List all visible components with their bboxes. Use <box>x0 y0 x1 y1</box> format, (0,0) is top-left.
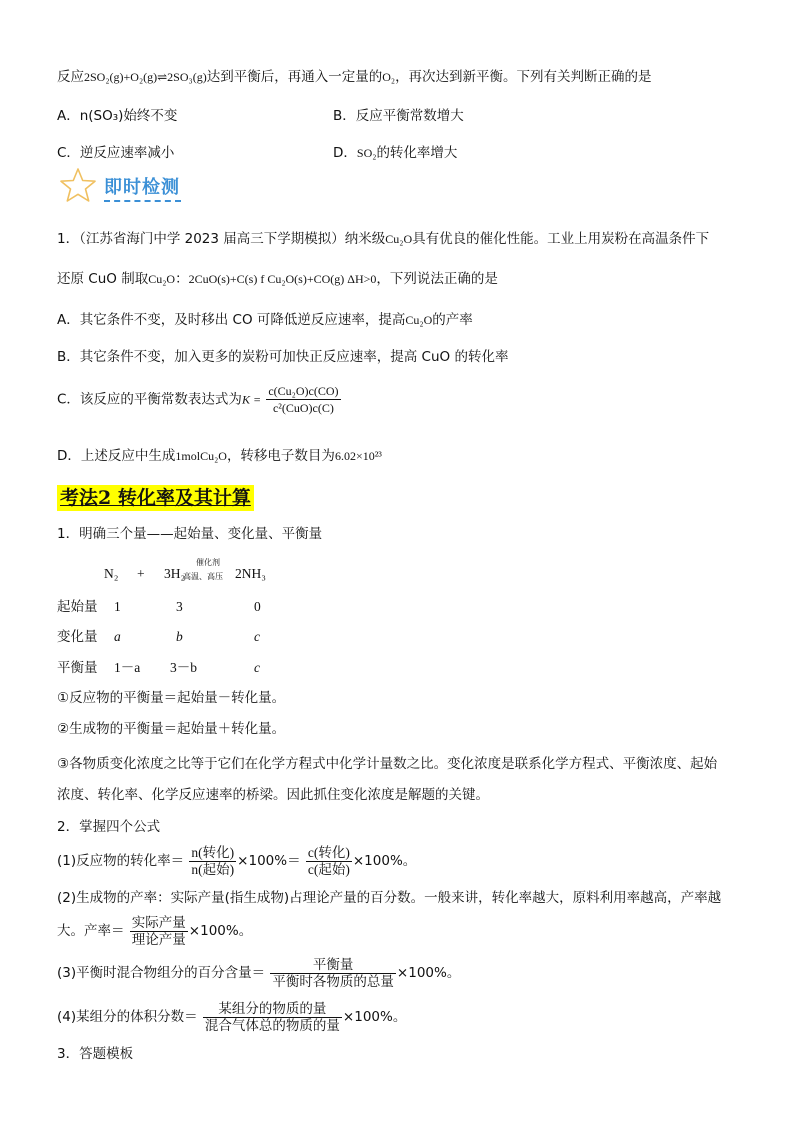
row-initial-a: 1 <box>114 599 121 614</box>
q1-cu2o: Cu₂O <box>385 232 413 246</box>
q1-option-d-cu2o: Cu₂O <box>200 449 227 463</box>
note-1: ①反应物的平衡量＝起始量－转化量。 <box>57 690 286 706</box>
badge-title: 即时检测 <box>104 177 180 198</box>
q1-line1 <box>57 229 709 249</box>
formula-1-mid: ×100%＝ <box>237 853 301 869</box>
q1-line1-post: 具有优良的催化性能。工业上用炭粉在高温条件下 <box>412 231 710 247</box>
q0-option-d-formula: SO₂ <box>356 146 377 160</box>
q1-k-denominator: c²(CuO)c(C) <box>272 401 334 415</box>
q1-equation: 2CuO(s)+C(s) f Cu₂O(s)+CO(g) ΔH>0 <box>188 272 377 286</box>
row-initial-b: 3 <box>176 599 183 614</box>
q1-k-numerator: c(Cu₂O)c(CO) <box>268 384 339 398</box>
q0-pre: 反应 <box>57 69 84 85</box>
formula-4 <box>57 1000 406 1034</box>
reaction-h2: 3H₂ <box>164 566 186 581</box>
row-change-b: b <box>176 629 183 644</box>
formula-1 <box>57 844 416 878</box>
p3-heading: 3．答题模板 <box>57 1046 134 1062</box>
q1-line2-mid: ： <box>175 271 189 287</box>
formula-1-frac-c <box>306 845 352 878</box>
reaction-condition: 高温、高压 <box>183 572 223 581</box>
formula-1-frac-n <box>189 845 236 878</box>
formula-1-num-c: c(转化) <box>307 844 350 860</box>
formula-4-pre: (4)某组分的体积分数＝ <box>57 1009 198 1025</box>
formula-4-post: ×100%。 <box>342 1009 407 1025</box>
formula-2b-frac <box>130 915 188 948</box>
q1-option-b: B．其它条件不变，加入更多的炭粉可加快正反应速率，提高 CuO 的转化率 <box>57 349 509 365</box>
formula-3-num: 平衡量 <box>270 957 396 974</box>
section-title: 考法2 转化率及其计算 <box>57 485 254 511</box>
reaction-n2: N₂ <box>104 566 119 581</box>
q1-option-d-number: 6.02×10²³ <box>334 449 382 463</box>
row-equilibrium-a: 1－a <box>114 660 141 675</box>
note-3b: 浓度、转化率、化学反应速率的桥梁。因此抓住变化浓度是解题的关键。 <box>57 787 489 803</box>
formula-4-den: 混合气体总的物质的量 <box>204 1017 340 1034</box>
formula-1-num-n: n(转化) <box>191 844 235 860</box>
row-label-change: 变化量 <box>57 629 98 645</box>
star-outline-icon <box>58 167 98 203</box>
row-initial-c: 0 <box>254 599 261 614</box>
note-2: ②生成物的平衡量＝起始量＋转化量。 <box>57 721 286 737</box>
q0-o2: O₂ <box>382 70 396 84</box>
badge-underline <box>104 200 181 202</box>
q0-option-d <box>333 143 457 163</box>
formula-3-den: 平衡时各物质的总量 <box>272 973 394 990</box>
note-3a: ③各物质变化浓度之比等于它们在化学方程式中化学计量数之比。变化浓度是联系化学方程式、平衡浓度、起始 <box>57 756 718 772</box>
q1-k-fraction <box>266 383 340 416</box>
q1-option-a <box>57 310 473 330</box>
q1-option-c-pre: C．该反应的平衡常数表达式为 <box>57 391 242 408</box>
row-equilibrium-b: 3－b <box>170 660 197 675</box>
q1-line2 <box>57 269 498 289</box>
formula-4-num: 某组分的物质的量 <box>203 1001 342 1018</box>
reaction-plus: + <box>137 566 145 581</box>
row-label-initial: 起始量 <box>57 599 98 615</box>
formula-2b-pre: 大。产率＝ <box>57 923 125 939</box>
q1-option-d <box>57 446 382 466</box>
q1-line1-pre: 1．（江苏省海门中学 2023 届高三下学期模拟）纳米级 <box>57 231 386 247</box>
formula-4-frac <box>203 1001 342 1034</box>
reaction-catalyst: 催化剂 <box>196 558 220 567</box>
q1-option-d-pre: D．上述反应中生成 <box>57 448 176 464</box>
q1-cu2o-2: Cu₂O <box>148 272 176 286</box>
formula-3-post: ×100%。 <box>396 965 461 981</box>
q1-option-a-post: 的产率 <box>432 312 473 328</box>
formula-3-pre: (3)平衡时混合物组分的百分含量＝ <box>57 965 266 981</box>
q1-option-d-amount: 1mol <box>175 449 201 463</box>
formula-1-pre: (1)反应物的转化率＝ <box>57 853 185 869</box>
q0-post: ，再次达到新平衡。下列有关判断正确的是 <box>395 69 652 85</box>
formula-2b-post: ×100%。 <box>188 923 253 939</box>
q0-option-b: B．反应平衡常数增大 <box>333 108 464 124</box>
q0-option-a: A．n(SO₃)始终不变 <box>57 108 178 124</box>
q0-option-d-prefix: D． <box>333 145 357 161</box>
formula-1-den-c: c(起始) <box>307 861 350 877</box>
formula-2b-den: 理论产量 <box>131 931 186 948</box>
q1-option-d-mid: ，转移电子数目为 <box>226 448 335 464</box>
q0-mid: 达到平衡后，再通入一定量的 <box>206 69 383 85</box>
reaction-nh3: 2NH₃ <box>235 566 266 581</box>
row-change-c: c <box>254 629 260 644</box>
row-label-equilibrium: 平衡量 <box>57 660 98 676</box>
formula-2b <box>57 914 252 948</box>
p2-heading: 2．掌握四个公式 <box>57 819 161 835</box>
q1-k-symbol: K = <box>241 392 262 407</box>
q1-option-a-cu2o: Cu₂O <box>405 313 433 327</box>
q0-option-d-text: 的转化率增大 <box>376 145 458 161</box>
formula-2b-num: 实际产量 <box>131 914 186 931</box>
formula-2a: (2)生成物的产率：实际产量(指生成物)占理论产量的百分数。一般来讲，转化率越大，原料利用率越高，产率越 <box>57 890 722 906</box>
q0-equation: 2SO₂(g)+O₂(g)⇌2SO₃(g) <box>84 70 207 84</box>
q0-stem <box>57 67 652 87</box>
row-equilibrium-c: c <box>254 660 260 675</box>
formula-1-post: ×100%。 <box>352 853 417 869</box>
formula-3-frac <box>270 957 396 990</box>
q0-option-c: C．逆反应速率减小 <box>57 145 175 161</box>
formula-1-den-n: n(起始) <box>191 861 235 877</box>
q1-option-a-pre: A．其它条件不变，及时移出 CO 可降低逆反应速率，提高 <box>57 312 406 328</box>
formula-3 <box>57 956 460 990</box>
p1-heading: 1．明确三个量——起始量、变化量、平衡量 <box>57 526 323 542</box>
q1-line2-pre: 还原 CuO 制取 <box>57 271 149 287</box>
q1-option-c <box>57 383 342 416</box>
row-change-a: a <box>114 629 121 644</box>
q1-line2-post: ，下列说法正确的是 <box>376 271 498 287</box>
